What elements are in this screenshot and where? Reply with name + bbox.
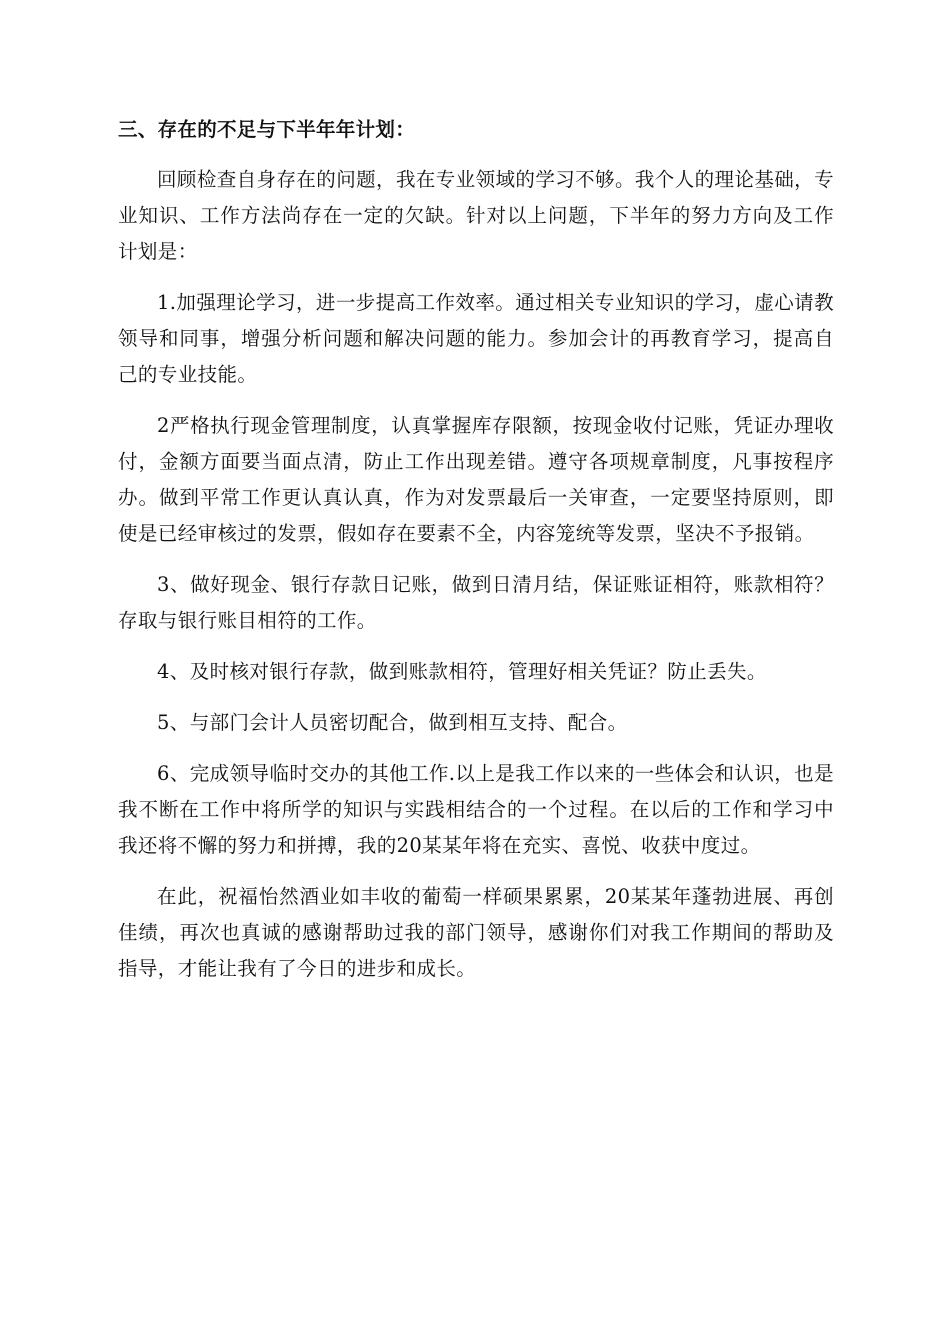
paragraph-plan-2: 2严格执行现金管理制度，认真掌握库存限额，按现金收付记账，凭证办理收付，金额方面要当面点清，防止工作出现差错。遵守各项规章制度，凡事按程序办。做到平常工作更认真认真，作为对发票最后一关审查，一定要坚持原则，即使是已经审核过的发票，假如存在要素不全，内容笼统等发票，坚决不予报销。: [118, 414, 834, 545]
paragraph-review: 回顾检查自身存在的问题，我在专业领域的学习不够。我个人的理论基础，专业知识、工作方法尚存在一定的欠缺。针对以上问题，下半年的努力方向及工作计划是：: [118, 168, 834, 263]
document-page: [118, 112, 834, 1002]
paragraph-closing: 在此，祝福怡然酒业如丰收的葡萄一样硕果累累，20某某年蓬勃进展、再创佳绩，再次也真诚的感谢帮助过我的部门领导，感谢你们对我工作期间的帮助及指导，才能让我有了今日的进步和成长。: [118, 885, 834, 980]
paragraph-plan-4: 4、及时核对银行存款，做到账款相符，管理好相关凭证？防止丢失。: [157, 660, 767, 683]
paragraph-plan-6: 6、完成领导临时交办的其他工作.以上是我工作以来的一些体会和认识，也是我不断在工作中将所学的知识与实践相结合的一个过程。在以后的工作和学习中我还将不懈的努力和拼搏，我的20某某年将在充实、喜悦、收获中度过。: [118, 762, 834, 857]
paragraph-plan-5: 5、与部门会计人员密切配合，做到相互支持、配合。: [157, 711, 628, 734]
paragraph-plan-3: 3、做好现金、银行存款日记账，做到日清月结，保证账证相符，账款相符？存取与银行账目相符的工作。: [118, 573, 834, 632]
section-heading: 三、存在的不足与下半年年计划：: [118, 118, 416, 141]
paragraph-plan-1: 1.加强理论学习，进一步提高工作效率。通过相关专业知识的学习，虚心请教领导和同事，增强分析问题和解决问题的能力。参加会计的再教育学习，提高自己的专业技能。: [118, 291, 834, 386]
